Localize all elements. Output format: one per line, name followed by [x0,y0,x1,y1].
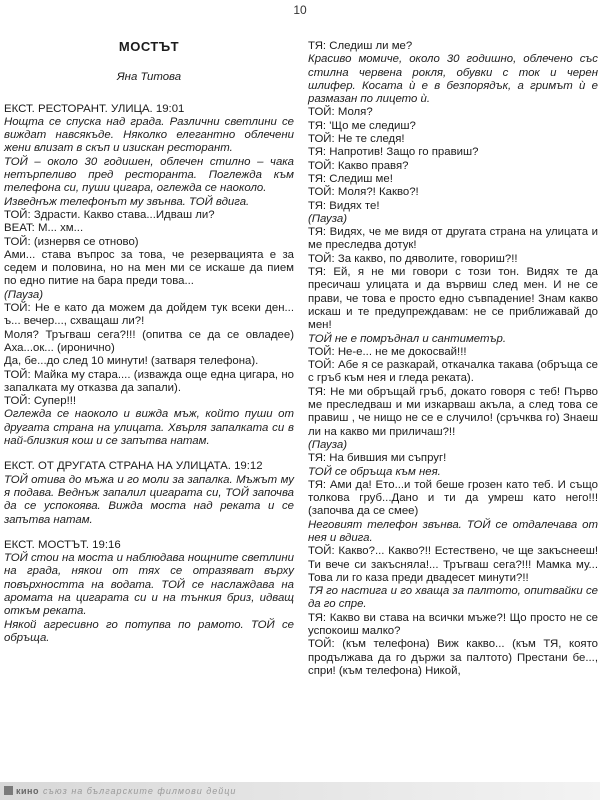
script-paragraph: ТОЙ: Не-е... не ме докосвай!!! [308,345,467,358]
script-paragraph: (Пауза) [308,438,347,451]
script-paragraph: ТОЙ: Абе я се разкарай, откачалка такава (обръща се с гръб към нея и гледа реката). [308,359,598,385]
script-paragraph: ТЯ: На бившия ми съпруг! [308,452,447,465]
script-paragraph: ТОЙ се обръща към нея. [308,465,441,478]
script-paragraph: ТОЙ: Майка му стара.... (изважда още една цигара, но запалката му отказва да запали). [4,368,294,394]
script-paragraph: ТЯ: Напротив! Защо го правиш? [308,146,479,159]
script-paragraph: ТОЙ: Моля? [308,106,373,119]
script-paragraph: ТЯ: Следиш ме! [308,172,393,185]
script-paragraph: ТОЙ: За какво, по дяволите, говориш?!! [308,252,518,265]
footer-subtitle: съюз на българските филмови дейци [42,786,237,796]
script-paragraph: ТЯ: Видях те! [308,199,380,212]
script-paragraph: Ами... става въпрос за това, че резервацията е за седем и половина, но на мен ми се искаше да пием по едно питие на бара преди това... [4,248,294,288]
script-paragraph: ТЯ: Ами да! Ето...и той беше грозен като теб. И също толкова груб...Дано и ти да умреш като него!!! (започва да се смее) [308,478,598,518]
script-paragraph: Някой агресивно го потупва по рамото. ТОЙ се обръща. [4,618,294,644]
script-paragraph: Да, бе...до след 10 минути! (затваря телефона). [4,355,259,368]
right-column [308,40,598,678]
script-paragraph: ТЯ: 'Що ме следиш? [308,119,416,132]
script-paragraph: ТОЙ: Какво правя? [308,159,409,172]
script-paragraph: ТЯ го настига и го хваща за палтото, опитвайки се да го спре. [308,585,598,611]
script-paragraph: Моля? Тръгваш сега?!!! (опитва се да се овладее) Аха...ок... (иронично) [4,328,294,354]
script-paragraph: Красиво момиче, около 30 годишно, облечено със стилна червена рокля, обувки с ток и черен шлифер. Косата ѝ е в безпорядък, а гримът ѝ е размазан по лицето ѝ. [308,53,598,106]
script-paragraph: ТЯ: Какво ви става на всички мъже?! Що просто не се успокоиш малко? [308,611,598,638]
script-paragraph: ТЯ: Ей, я не ми говори с този тон. Видях те да пресичаш улицата и да вървиш след мен. И не се прави, че това е просто едно съвпадение! Знам какво искаш и те предупреждавам: не се приближавай до мен! [308,266,598,332]
document-title: МОСТЪТ [118,39,180,54]
script-paragraph: ТОЙ отива до мъжа и го моли за запалка. Мъжът му я подава. Веднъж запалил цигарата си, ТОЙ започва да се успокоява. Вижда моста над реката и се запътва натам. [4,473,294,526]
script-paragraph: ТОЙ: Супер!!! [4,395,77,408]
script-paragraph: ТОЙ стои на моста и наблюдава нощните светлини на града, някои от тях се отразяват върху повърхността на водата. ТОЙ се наслаждава на аромата на цигарата си и на тънкия бриз, идващ откъм реката. [4,552,294,618]
script-paragraph: ТЯ: Не ми обръщай гръб, докато говоря с теб! Първо ме преследваш и ми изкарваш акъла, а след това се правиш , че нищо не се е случило! (сръчква го) Знаеш ли на какво ми приличаш?!! [308,385,598,438]
script-paragraph: ТОЙ: Моля?! Какво?! [308,186,419,199]
script-paragraph: ТОЙ – около 30 годишен, облечен стилно – чака нетърпеливо пред ресторанта. Поглежда към телефона си, пуши цигара, оглежда се наоколо. [4,155,294,195]
script-paragraph: ТОЙ: Здрасти. Какво става...Идваш ли? [4,208,215,221]
left-column [4,40,294,645]
script-paragraph: (Пауза) [308,212,347,225]
script-paragraph: (Пауза) [4,288,43,301]
script-paragraph: ТОЙ не е помръднал и сантиметър. [308,332,507,345]
script-paragraph: BEAT: М... хм... [4,222,84,235]
author-name: Яна Титова [116,71,182,84]
script-paragraph: ТОЙ: (изнервя се отново) [4,235,139,248]
footer-brand: кино [16,786,39,796]
script-paragraph: ЕКСТ. РЕСТОРАНТ. УЛИЦА. 19:01 [4,102,185,115]
script-paragraph: Неговият телефон звънва. ТОЙ се отдалечава от нея и вдига. [308,518,598,544]
page-number: 10 [293,3,307,17]
script-paragraph: ЕКСТ. МОСТЪТ. 19:16 [4,538,121,551]
script-paragraph: ТЯ: Видях, че ме видя от другата страна на улицата и ме преследва дотук! [308,226,598,252]
script-paragraph: Изведнъж телефонът му звънва. ТОЙ вдига. [4,195,250,208]
script-paragraph: ТОЙ: Какво?... Какво?!! Естествено, че ще закъснееш! Ти вече си закъсняла!... Тръгваш сега?!!! Мамка му... Това ли го каза преди двадесет минути?!! [308,545,598,584]
script-paragraph: ЕКСТ. ОТ ДРУГАТА СТРАНА НА УЛИЦАТА. 19:12 [4,460,263,473]
script-paragraph: Оглежда се наоколо и вижда мъж, който пуши от другата страна на улицата. Хвърля запалката си в най-близкия кош и се запътва натам. [4,408,294,448]
script-paragraph: ТОЙ: Не те следя! [308,133,405,146]
script-paragraph: ТОЙ: (към телефона) Виж какво... (към ТЯ, която продължава да го държи за палтото) Престани бе..., спри! (към телефона) Никой, [308,638,598,677]
script-paragraph: Нощта се спуска над града. Различни светлини се виждат навсякъде. Няколко елегантно облечени жени влизат в скъп и изискан ресторант. [4,115,294,155]
script-paragraph: ТОЙ: Не е като да можем да дойдем тук всеки ден... ъ... вечер..., схващаш ли?! [4,302,294,328]
footer-bar [0,782,600,800]
logo-icon [4,786,13,795]
script-paragraph: ТЯ: Следиш ли ме? [308,40,413,52]
